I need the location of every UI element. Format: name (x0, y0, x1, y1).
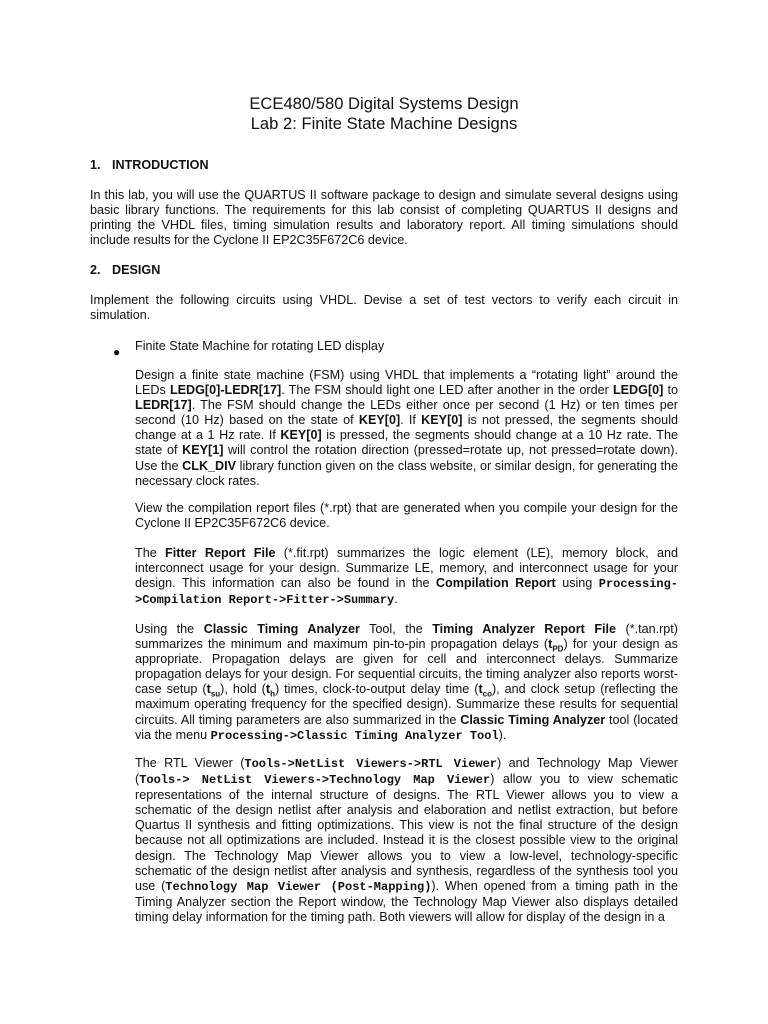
section-number: 1. (90, 158, 101, 172)
fitter-report-paragraph: The Fitter Report File (*.fit.rpt) summarizes the logic element (LE), memory block, and interconnect usage for your design. Summarize LE, memory, and interconnect usage for your design. This information can also be found in the Compilation Report using Processing->Compilation Report->Fitter->Summary. (135, 546, 678, 608)
document-title (0, 94, 768, 134)
rtl-viewer-paragraph: The RTL Viewer (Tools->NetList Viewers->RTL Viewer) and Technology Map Viewer (Tools-> NetList Viewers->Technology Map Viewer) allow you to view schematic representations of the internal structure of designs. The RTL Viewer allows you to view a schematic of the design netlist after analysis and elaboration and netlist extraction, but before Quartus II synthesis and fitting optimizations. This view is not the final structure of the design because not all optimizations are included. Instead it is the closest possible view to the original design. The Technology Map Viewer allows you to view a low-level, technology-specific schematic of the design netlist after analysis and synthesis, regardless of the synthesis tool you use (Technology Map Viewer (Post-Mapping)). When opened from a timing path in the Timing Analyzer section the Report window, the Technology Map Viewer also displays detailed timing delay information for the timing path. Both viewers will allow for display of the design in a (135, 756, 678, 924)
intro-paragraph: In this lab, you will use the QUARTUS II software package to design and simulate several designs using basic library functions. The requirements for this lab consist of completing QUARTUS II designs and printing the VHDL files, timing simulation results and laboratory report. All timing simulations should include results for the Cyclone II EP2C35F672C6 device. (90, 188, 678, 248)
design-paragraph: Implement the following circuits using VHDL. Devise a set of test vectors to verify each circuit in simulation. (90, 293, 678, 323)
title-line-2: Lab 2: Finite State Machine Designs (250, 114, 518, 133)
section-number: 2. (90, 263, 101, 277)
bullet-icon: ● (113, 345, 121, 359)
compilation-report-paragraph: View the compilation report files (*.rpt) that are generated when you compile your design for the Cyclone II EP2C35F672C6 device. (135, 501, 678, 531)
section-label: INTRODUCTION (112, 158, 209, 172)
fsm-description-paragraph: Design a finite state machine (FSM) using VHDL that implements a “rotating light” around the LEDs LEDG[0]-LEDR[17]. The FSM should light one LED after another in the order LEDG[0] to LEDR[17]. The FSM should change the LEDs either once per second (1 Hz) or ten times per second (10 Hz) based on the state of KEY[0]. If KEY[0] is not pressed, the segments should change at a 1 Hz rate. If KEY[0] is pressed, the segments should change at a 10 Hz rate. The state of KEY[1] will control the rotation direction (pressed=rotate up, not pressed=rotate down). Use the CLK_DIV library function given on the class website, or similar design, for generating the necessary clock rates. (135, 368, 679, 488)
section-heading-design (90, 263, 160, 278)
section-label: DESIGN (112, 263, 161, 277)
timing-analyzer-paragraph: Using the Classic Timing Analyzer Tool, the Timing Analyzer Report File (*.tan.rpt) summarizes the minimum and maximum pin-to-pin propagation delays $(t_{PD})$ for your design as appropriate. Propagation delays are given for cell and interconnect delays. Summarize propagation delays for your design. For sequential circuits, the timing analyzer also reports worst-case setup $(t_{su})$, hold $(t_h)$ times, clock-to-output delay time $(t_{co})$, and clock setup (reflecting the maximum operating frequency for the specified design). Summarize these results for sequential circuits. All timing parameters are also summarized in the Classic Timing Analyzer tool (located via the menu Processing->Classic Timing Analyzer Tool). (135, 622, 679, 743)
bullet-item: Finite State Machine for rotating LED display (135, 339, 385, 353)
title-line-1: ECE480/580 Digital Systems Design (249, 94, 519, 113)
section-heading-introduction (90, 158, 209, 173)
